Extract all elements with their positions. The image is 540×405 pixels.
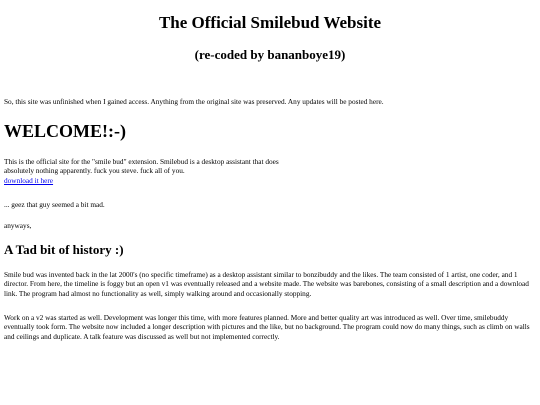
history-paragraph-1: Smile bud was invented back in the lat 2000's (no specific timeframe) as a desktop assistant similar to bonzibuddy and the likes. The team consisted of 1 artist, one coder, and 1 director. From here, the timeline is foggy but an open v1 was eventually released and a website made. The website was barebones, consisting of a small description and a download link. The program had almost no functionality as well, simply walking around and occasionally stopping. [4, 270, 529, 298]
intro-line-2: absolutely nothing apparently. fuck you steve. fuck all of you. [4, 166, 185, 176]
intro-line-1: This is the official site for the "smile bud" extension. Smilebud is a desktop assistant that does [4, 157, 279, 166]
update-notice: So, this site was unfinished when I gained access. Anything from the original site was preserved. Any updates will be posted here. [4, 97, 384, 106]
download-link[interactable]: download it here [4, 175, 54, 185]
welcome-heading: WELCOME!:-) [4, 121, 126, 141]
page-title: The Official Smilebud Website [158, 13, 382, 32]
history-paragraph-2: Work on a v2 was started as well. Development was longer this time, with more features planned. More and better quality art was introduced as well. Over time, smilebuddy eventually took form. The website now included a longer description with pictures and the like, but no background. The program could now do many things, such as climb on walls and ceilings and duplicate. A talk feature was discussed as well but not implemented correctly. [4, 313, 530, 341]
geez-comment: ... geez that guy seemed a bit mad. [4, 200, 105, 209]
anyways-text: anyways, [4, 221, 32, 230]
history-heading: A Tad bit of history :) [4, 242, 124, 257]
page-subtitle: (re-coded by bananboye19) [194, 47, 346, 62]
intro-text [4, 157, 294, 185]
